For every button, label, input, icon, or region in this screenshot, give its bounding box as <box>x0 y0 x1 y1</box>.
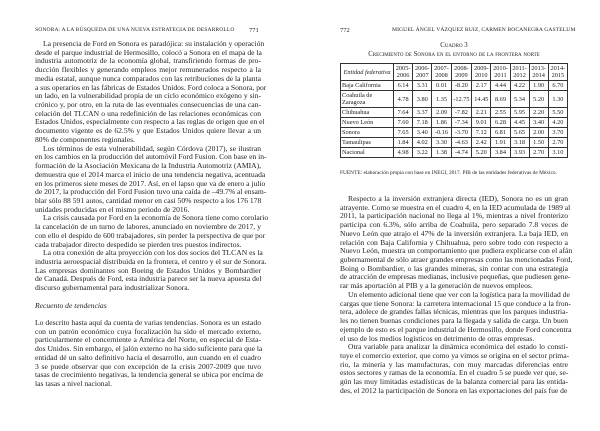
text-line: Las empresas dominantes son Boeing de Estados Unidos y Bombardier <box>35 265 261 275</box>
table-cell: 3.37 <box>413 108 432 118</box>
table-cell: 3.18 <box>510 138 529 148</box>
table-cell: 1.84 <box>394 138 413 148</box>
section-heading <box>35 302 261 311</box>
page-number: 772 <box>340 27 350 34</box>
table-cell: 8.69 <box>491 91 510 108</box>
table-cell: 5.20 <box>472 148 491 158</box>
text-line: cada trabajador directo despedido se pierden tres puestos indirectos. <box>35 239 242 249</box>
table-cell: 7.60 <box>394 118 413 128</box>
table-cell: 7.12 <box>472 128 491 138</box>
table-cell: 3.31 <box>413 81 432 91</box>
page-number: 771 <box>249 27 259 34</box>
text-line: entidad dé un salto definitivo hacia el desarrollo, aun cuando en el cuadro <box>35 352 261 362</box>
table-cell: 4.02 <box>413 138 432 148</box>
text-line: el uso de los medios logísticos en detrimento de otras empresas. <box>340 333 535 343</box>
text-line: industria aeroespacial distribuida en la frontera, el centro y el sur de Sonora. <box>35 256 267 266</box>
table-cell: 2.17 <box>472 81 491 91</box>
table-cell: 6.28 <box>491 118 510 128</box>
table-cell: 3.80 <box>413 91 432 108</box>
text-line: industria automotriz de la economía global, transfiriendo formas de pro- <box>35 56 261 66</box>
column-header-period: 2006-2007 <box>413 64 432 81</box>
text-line: demuestra que el 2014 marca el inicio de una tendencia negativa, acentuada <box>35 169 266 179</box>
table-cell: 4.98 <box>394 148 413 158</box>
row-label: Nacional <box>341 148 394 158</box>
row-label: Tamaulipas <box>341 138 394 148</box>
text-line: Los términos de esta vulnerabilidad, según Córdova (2017), se ilustran <box>43 143 261 153</box>
text-line: gubernamental de sólo atraer grandes empresas como las mencionadas Ford, <box>340 255 573 265</box>
row-label: Coahuila de Zaragoza <box>341 91 394 108</box>
row-label: Sonora <box>341 128 394 138</box>
text-line: La presencia de Ford en Sonora es paradójica: su instalación y operación <box>43 39 265 48</box>
text-line: Respecto a la inversión extranjera directa (IED), Sonora no es un gran <box>348 194 568 203</box>
growth-table <box>340 63 568 158</box>
table-header-row <box>341 64 568 81</box>
table-cell: 3.70 <box>548 128 567 138</box>
table-cell: 3.22 <box>413 148 432 158</box>
text-line: gún las muy limitadas estadísticas de la balanza comercial para las entida- <box>340 377 568 387</box>
table-cell: 1.86 <box>432 118 451 128</box>
table-cell: 2.70 <box>548 138 567 148</box>
column-header-period: 2014-2015 <box>548 64 567 81</box>
table-cell: 1.50 <box>529 138 548 148</box>
table-cell: 3.30 <box>432 138 451 148</box>
table-cell: 6.14 <box>394 81 413 91</box>
table-cell: 3.40 <box>529 118 548 128</box>
text-line: des, el 2012 la participación de Sonora en las exportaciones del país fue de <box>340 385 568 395</box>
table-cell: -4.63 <box>451 138 472 148</box>
table-cell: 9.01 <box>472 118 491 128</box>
text-line: blar sólo 88 591 autos, cantidad menor en casi 50% respecto a los 176 178 <box>35 195 262 205</box>
paragraph <box>35 213 269 249</box>
text-line: dos Unidos. Sin embargo, el jalón externo no ha sido suficiente para que la <box>35 344 263 354</box>
text-line: crónico y, por otro, en la ruta de las eventuales consecuencias de una can- <box>35 100 261 110</box>
column-header-period: 2008-2009 <box>451 64 472 81</box>
text-line: media estatal, aunque nunca comparados con las retribuciones de la planta <box>35 73 261 83</box>
text-line: ducción flexibles y generando empleos mejor remunerados respecto a la <box>35 65 261 75</box>
table-cell: 3.40 <box>413 128 432 138</box>
column-header-period: 2005-2006 <box>394 64 413 81</box>
table-row <box>341 138 568 148</box>
table-cell: 5.34 <box>510 91 529 108</box>
table-cell: 1.35 <box>432 91 451 108</box>
column-header-entity: Entidad federativa <box>341 64 394 81</box>
text-line: Nuevo León que atrajo el 47% de la inversión extranjera. La baja IED, en <box>340 228 568 238</box>
text-line: a sus operarios en las fábricas de Estados Unidos. Ford coloca a Sonora, por <box>35 82 267 92</box>
table-cell: 1.38 <box>432 148 451 158</box>
text-line: las tasas a nivel nacional. <box>35 379 112 389</box>
table-cell: 14.45 <box>472 91 491 108</box>
table-cell: 5.65 <box>510 128 529 138</box>
table-cell: -4.74 <box>451 148 472 158</box>
paragraph <box>35 248 267 293</box>
table-cell: 3.10 <box>548 148 567 158</box>
table-cell: 2.42 <box>472 138 491 148</box>
table-source: FUENTE: elaboración propia con base en INEGI, 2017. PIB de las entidades federativas de México. <box>340 170 557 176</box>
table-cell: 4.20 <box>548 118 567 128</box>
text-line: rio, la minería y las manufacturas, con muy marcadas diferencias entre <box>340 359 568 369</box>
column-header-period: 2010-2011 <box>491 64 510 81</box>
running-head: MIGUEL ÁNGEL VÁZQUEZ RUIZ, CARMEN BOCANEGRA GASTELUM <box>392 27 576 33</box>
table-cell: 2.70 <box>529 148 548 158</box>
row-label: Baja California <box>341 81 394 91</box>
table-cell: 2.21 <box>472 108 491 118</box>
text-line: en los primeros siete meses de 2017. Así, en el lapso que va de enero a julio <box>35 178 266 188</box>
table-cell: 4.45 <box>510 118 529 128</box>
table-cell: 2.55 <box>491 108 510 118</box>
table-cell: 4.22 <box>510 81 529 91</box>
text-line: atrayente. Como se muestra en el cuadro 4, en la IED acumulada de 1989 al <box>340 202 571 212</box>
text-line: ejemplo de esto es el parque industrial de Hermosillo, donde Ford concentra <box>340 324 572 334</box>
text-line: La otra conexión de alta proyección con los dos socios del TLCAN es la <box>43 248 263 258</box>
table-cell: 4.78 <box>394 91 413 108</box>
row-label: Nuevo León <box>341 118 394 128</box>
text-line: Otra variable para analizar la dinámica económica del estado lo consti- <box>348 342 568 352</box>
paragraph <box>340 343 568 395</box>
table-cell: 3.93 <box>510 148 529 158</box>
table-row <box>341 108 568 118</box>
text-line: documento vigente es de 62.5% y que Estados Unidos quiere llevar a un <box>35 126 261 136</box>
text-line: la cancelación de un turno de labores, anunciado en noviembre de 2017, y <box>35 222 261 232</box>
text-line: cargas que tiene Sonora: la carretera internacional 15 que conduce a la fron- <box>340 298 571 308</box>
table-cell: -12.75 <box>451 91 472 108</box>
body-text <box>340 194 573 396</box>
text-line: Un elemento adicional tiene que ver con la logística para la movilidad de <box>348 289 570 299</box>
table-row <box>341 81 568 91</box>
column-header-period: 2011-2012 <box>510 64 529 81</box>
text-line: con ello el despido de 600 trabajadores, sin perder la perspectiva de que por <box>35 230 266 240</box>
text-line: 80% de componentes regionales. <box>35 134 135 144</box>
text-line: Estados Unidos, especialmente con respecto a las reglas de origen que en el <box>35 117 265 127</box>
text-line: les no tienen buenas condiciones para la llegada y salida de carga. Un buen <box>340 316 569 326</box>
paragraph <box>340 194 573 291</box>
text-line: con un patrón económico cuya focalización ha sido el mercado externo, <box>35 326 261 336</box>
right-page <box>300 0 600 431</box>
text-line: 3 se puede observar que con excepción de la crisis 2007-2009 que tuvo <box>35 361 261 371</box>
text-line: rar más aportación al PIB y a la generación de nuevos empleos. <box>340 281 533 291</box>
table-cell: 7.64 <box>394 108 413 118</box>
text-line: tera, adolece de grandes fallas técnicas, mientras que los parques industria- <box>340 307 568 317</box>
text-line: discurso gubernamental para industrializar Sonora. <box>35 283 190 293</box>
paragraph <box>35 143 267 215</box>
paragraph <box>340 289 572 343</box>
text-line: relación con Baja California y Chihuahua, pero sobre todo con respecto a <box>340 237 568 247</box>
text-line: participa con 6.3%, sólo arriba de Coahuila, pero separado 7.8 veces de <box>340 220 568 230</box>
table-cell: 7.65 <box>394 128 413 138</box>
text-line: formación de la Asociación Mexicana de la Industria Automotriz (AMIA), <box>35 161 262 171</box>
text-line: Recuento de tendencias <box>35 300 107 310</box>
table-cell: 2.00 <box>529 128 548 138</box>
table-body <box>341 81 568 158</box>
text-line: unidades producidas en el mismo periodo de 2016. <box>35 204 190 214</box>
table-cell: 3.84 <box>491 148 510 158</box>
row-label: Chihuahua <box>341 108 394 118</box>
table-row <box>341 91 568 108</box>
table-row <box>341 118 568 128</box>
text-line: desde el parque industrial de Hermosillo, colocó a Sonora en el mapa de la <box>35 47 262 57</box>
paragraph <box>35 318 264 389</box>
column-header-period: 2009-2010 <box>472 64 491 81</box>
table-cell: -3.70 <box>451 128 472 138</box>
text-line: particularmente el concerniente a América del Norte, en especial de Esta- <box>35 335 261 345</box>
running-head: SONORA: A LA BÚSQUEDA DE UNA NUEVA ESTRATEGIA DE DESARROLLO <box>35 27 235 33</box>
text-line: de 2017, la producción del Ford Fusion tuvo una caída de –49.7% al ensam- <box>35 187 267 197</box>
text-line: La crisis causada por Ford en la economía de Sonora tiene como corolario <box>43 213 269 223</box>
table-cell: 0.01 <box>432 81 451 91</box>
table-cell: 1.90 <box>529 81 548 91</box>
table-title: Crecimiento de Sonora en el entorno de la frontera norte <box>368 51 540 58</box>
table-cell: 6.70 <box>548 81 567 91</box>
text-line: celación del TLCAN o una redefinición de las relaciones económicas con <box>35 108 261 118</box>
table-cell: 4.44 <box>491 81 510 91</box>
table-cell: 7.18 <box>413 118 432 128</box>
table-cell: 1.91 <box>491 138 510 148</box>
body-text <box>35 39 269 389</box>
text-line: 2011, la participación nacional no llega al 1%, mientras a nivel fronterizo <box>340 211 568 221</box>
table-row <box>341 148 568 158</box>
table-cell: 5.95 <box>510 108 529 118</box>
text-line: de Canadá. Después de Ford, esta industria parece ser la nueva apuesta del <box>35 274 262 284</box>
table-cell: -8.20 <box>451 81 472 91</box>
text-line: tasas de crecimiento negativas, la tendencia general se ubica por encima de <box>35 370 264 380</box>
table-label: Cuadro 3 <box>440 42 468 49</box>
text-line: Lo descrito hasta aquí da cuenta de varias tendencias. Sonora es un estado <box>35 318 261 327</box>
text-line: estos sectores y ramas de la economía. En el cuadro 5 se puede ver que, se- <box>340 368 569 378</box>
column-header-period: 2007-2008 <box>432 64 451 81</box>
column-header-period: 2013-2014 <box>529 64 548 81</box>
table-cell: -0.16 <box>432 128 451 138</box>
table-cell: 5.20 <box>529 91 548 108</box>
table-row <box>341 128 568 138</box>
text-line: tuye el comercio exterior, que como ya vimos se origina en el sector prima- <box>340 350 570 360</box>
table-cell: 2.20 <box>529 108 548 118</box>
table-cell: 2.09 <box>432 108 451 118</box>
text-line: en los cambios en la producción del automóvil Ford Fusion. Con base en in- <box>35 152 267 162</box>
text-line: de atracción de empresas medianas, inclusive pequeñas, que pudiesen gene- <box>340 272 571 282</box>
table-cell: -7.82 <box>451 108 472 118</box>
text-line: un lado, en la vulnerabilidad propia de un ciclo económico exógeno y sin- <box>35 91 261 101</box>
text-line: Nuevo León, muestra un comportamiento que pudiera explicarse con el afán <box>340 246 573 256</box>
paragraph <box>35 39 267 145</box>
table-cell: 1.30 <box>548 91 567 108</box>
table-cell: -7.34 <box>451 118 472 128</box>
text-line: Boing o Bombardier, o las grandes mineras, sin contar con una estrategia <box>340 263 568 273</box>
table-cell: 5.50 <box>548 108 567 118</box>
table-cell: 6.81 <box>491 128 510 138</box>
